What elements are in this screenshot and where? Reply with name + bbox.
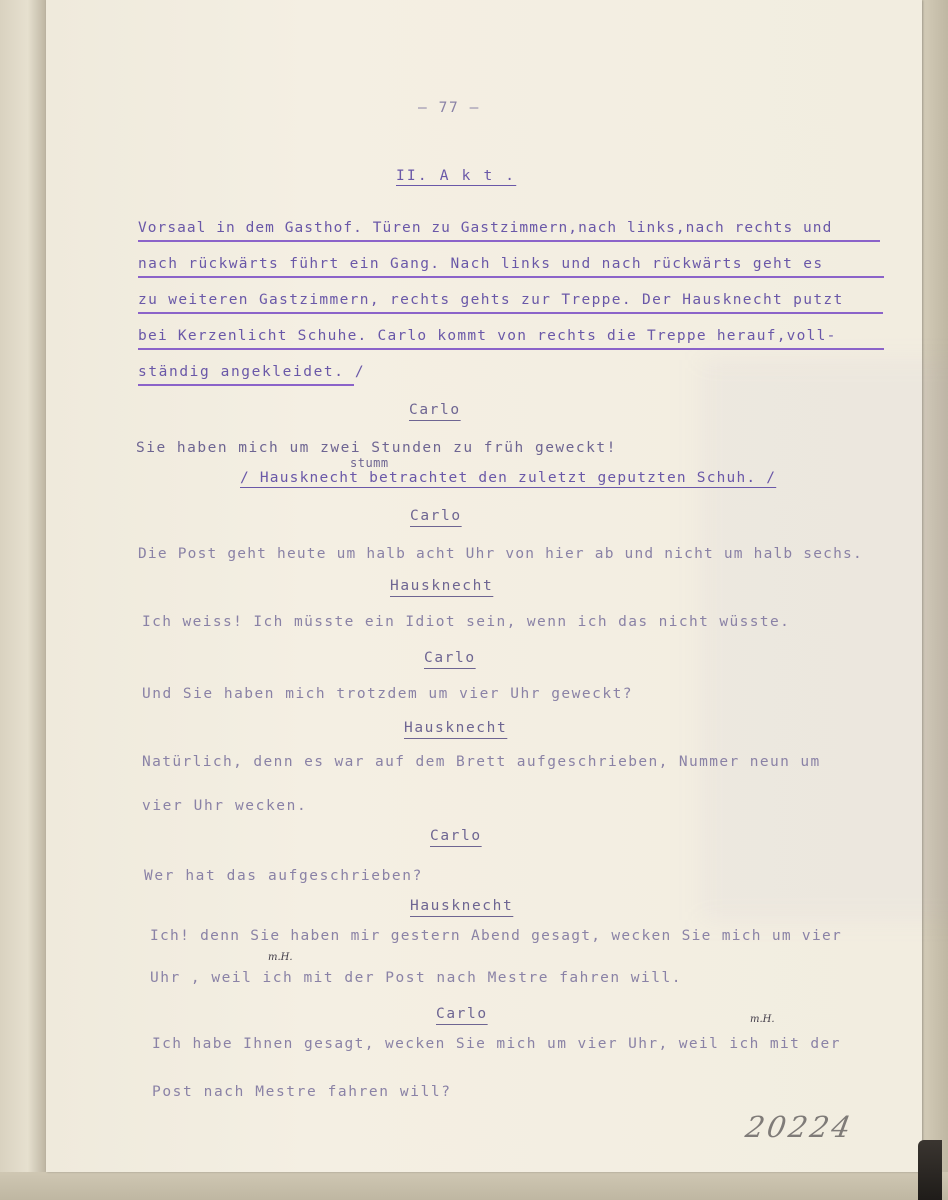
- dialogue-line: Ich! denn Sie haben mir gestern Abend gesagt, wecken Sie mich um vier: [150, 928, 843, 944]
- underline-stroke: [138, 312, 883, 314]
- act-heading: II. A k t .: [396, 168, 517, 184]
- dialogue-line: vier Uhr wecken.: [142, 798, 308, 814]
- dialogue-line: Die Post geht heute um halb acht Uhr von hier ab und nicht um halb sechs.: [138, 546, 863, 562]
- dialogue-line: Natürlich, denn es war auf dem Brett aufgeschrieben, Nummer neun um: [142, 754, 821, 770]
- dialogue-line: Ich weiss! Ich müsste ein Idiot sein, wenn ich das nicht wüsste.: [142, 614, 791, 630]
- stage-direction-hausknecht: / Hausknecht betrachtet den zuletzt geputzten Schuh. /: [240, 470, 777, 486]
- speaker-name: Hausknecht: [390, 578, 494, 594]
- handwritten-annotation: m.H.: [750, 1014, 775, 1025]
- inserted-word: stumm: [350, 456, 389, 470]
- underline-stroke: [138, 348, 884, 350]
- stage-line-1: Vorsaal in dem Gasthof. Türen zu Gastzimmern,nach links,nach rechts und: [138, 220, 833, 236]
- speaker-name: Hausknecht: [404, 720, 508, 736]
- handwritten-annotation: m.H.: [268, 952, 293, 963]
- show-through: [701, 360, 948, 920]
- dialogue-line: Ich habe Ihnen gesagt, wecken Sie mich um vier Uhr, weil ich mit der: [152, 1036, 841, 1052]
- speaker-name: Carlo: [410, 508, 462, 524]
- speaker-name: Carlo: [409, 402, 461, 418]
- underline-stroke: [138, 276, 884, 278]
- stage-line-5: ständig angekleidet. /: [138, 364, 366, 380]
- page-number: – 77 –: [418, 100, 480, 116]
- speaker-name: Carlo: [424, 650, 476, 666]
- dialogue-line: Post nach Mestre fahren will?: [152, 1084, 452, 1100]
- underline-stroke: [138, 240, 880, 242]
- speaker-name: Carlo: [436, 1006, 488, 1022]
- stage-line-3: zu weiteren Gastzimmern, rechts gehts zur Treppe. Der Hausknecht putzt: [138, 292, 844, 308]
- speaker-name: Hausknecht: [410, 898, 514, 914]
- binding-clip: [918, 1140, 942, 1200]
- dialogue-line: Und Sie haben mich trotzdem um vier Uhr geweckt?: [142, 686, 634, 702]
- stage-line-4: bei Kerzenlicht Schuhe. Carlo kommt von rechts die Treppe herauf,voll-: [138, 328, 837, 344]
- facing-page-edge: [0, 0, 46, 1200]
- dialogue-line: Wer hat das aufgeschrieben?: [144, 868, 423, 884]
- archive-number: 20224: [743, 1110, 857, 1144]
- underline-stroke: [138, 384, 354, 386]
- dialogue-line: Sie haben mich um zwei Stunden zu früh geweckt!: [136, 440, 617, 456]
- speaker-name: Carlo: [430, 828, 482, 844]
- typescript-page: [46, 0, 922, 1172]
- scan-background: [0, 1172, 948, 1200]
- dialogue-line: Uhr , weil ich mit der Post nach Mestre fahren will.: [150, 970, 682, 986]
- stage-line-2: nach rückwärts führt ein Gang. Nach links und nach rückwärts geht es: [138, 256, 824, 272]
